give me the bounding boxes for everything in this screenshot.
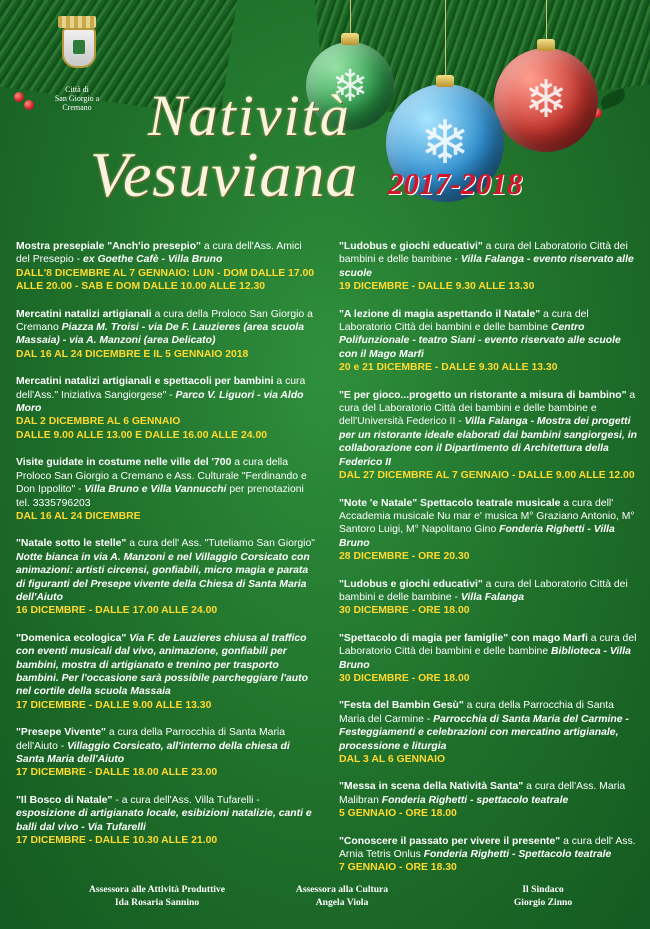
event-organizer: a cura dell'Ass. Amici del Presepio - — [16, 241, 302, 266]
event-title: "Natale sotto le stelle" — [16, 538, 127, 550]
event-description — [339, 780, 639, 807]
event-title: "Messa in scena della Natività Santa" — [339, 781, 524, 793]
event-description — [339, 497, 639, 551]
event-organizer: a cura dell' Ass. "Tuteliamo San Giorgio" — [126, 538, 315, 550]
signature-name: Ida Rosaria Sannino — [114, 896, 200, 908]
event-description — [339, 578, 639, 605]
event-date: 30 DICEMBRE - ORE 18.00 — [339, 605, 470, 617]
event-description — [339, 632, 639, 672]
event-title: "Presepe Vivente" — [16, 727, 106, 739]
event-date: 17 DICEMBRE - DALLE 18.00 ALLE 23.00 — [16, 767, 218, 779]
event-organizer: a cura della Proloco San Giorgio a Cremano e Ass. Culturale "Ferdinando e Don Ippolito" - — [16, 457, 307, 496]
event-item — [16, 375, 318, 442]
red-ornament — [494, 48, 598, 152]
signature-block — [478, 884, 608, 909]
left-column-events — [16, 240, 318, 861]
event-description — [339, 835, 639, 862]
event-organizer: - a cura dell'Ass. Villa Tufarelli - — [112, 794, 260, 806]
event-item — [16, 537, 318, 617]
event-item — [339, 240, 639, 294]
event-item — [339, 699, 639, 766]
event-date: 19 DICEMBRE - DALLE 9.30 ALLE 13.30 — [339, 281, 535, 293]
event-organizer: a cura del Laboratorio Città dei bambini e delle bambine — [339, 632, 637, 658]
event-description — [339, 308, 639, 362]
event-item — [339, 389, 639, 483]
event-year: 2017-2018 — [388, 166, 523, 201]
event-date: 28 DICEMBRE - ORE 20.30 — [339, 551, 470, 563]
snowflake-icon: ❄ — [524, 71, 568, 129]
event-description — [16, 240, 318, 267]
event-organizer: a cura del Laboratorio Città dei bambini e delle bambine - — [339, 241, 628, 266]
event-location: Fonderia Righetti - Spettacolo teatrale — [423, 849, 612, 861]
event-date: DAL 2 DICEMBRE AL 6 GENNAIO — [16, 416, 181, 428]
event-location: Parco V. Liguori - via Aldo Moro — [16, 389, 304, 415]
event-date: DAL 3 AL 6 GENNAIO — [339, 754, 446, 765]
event-item — [339, 835, 639, 875]
event-location: Via F. de Lauzieres chiusa al traffico con eventi musicali dal vivo, animazione, gonfiabili per bambini, mostra di artigianato e trenino per trasporto bambini. Per l'occasione sarà possibile parcheggiare l'auto nel cortile della scuola Massaia — [16, 632, 308, 698]
event-location: Villa Falanga - Mostra dei progetti per un ristorante ideale elaborati dai bambini sangiorgesi, in collaborazione con il Dipartimento di Architettura della Federico II — [339, 416, 637, 468]
event-date: 7 GENNAIO - ORE 18.30 — [339, 862, 457, 874]
event-title: Mostra presepiale "Anch'io presepio" — [16, 241, 201, 252]
event-title: "A lezione di magia aspettando il Natale" — [339, 308, 541, 320]
title-line-2: Vesuviana — [90, 139, 359, 210]
event-date: 17 DICEMBRE - DALLE 9.00 ALLE 13.30 — [16, 699, 212, 711]
event-location: Piazza M. Troisi - via De F. Lauzieres (area scuola Massaia) - via A. Manzoni (area Delicato) — [16, 322, 304, 347]
event-date: DALLE 9.00 ALLE 13.00 E DALLE 16.00 ALLE 24.00 — [16, 429, 268, 441]
city-caption-line: Città di — [65, 85, 89, 94]
event-location: Biblioteca - Villa Bruno — [339, 646, 631, 671]
event-description — [16, 794, 318, 834]
event-description — [16, 375, 318, 415]
event-date: 20 e 21 DICEMBRE - DALLE 9.30 ALLE 13.30 — [339, 362, 558, 374]
event-organizer: per prenotazioni tel. 3335796203 — [16, 484, 304, 509]
event-title: Visite guidate in costume nelle ville del '700 — [16, 457, 232, 469]
event-location: Notte bianca in via A. Manzoni e nel Villaggio Corsicato con animazioni: artisti circensi, gonfiabili, micro magia e parata di figuranti del Presepe vivente della Chiesa di Santa Maria dell'Aiuto — [16, 551, 310, 603]
event-item — [339, 497, 639, 564]
event-organizer: a cura dell'Ass. Maria Malibran — [339, 781, 626, 806]
event-description — [339, 389, 639, 469]
event-item — [339, 308, 639, 375]
event-description — [339, 240, 639, 280]
holly-leaf — [598, 88, 627, 110]
event-title: "E per gioco...progetto un ristorante a misura di bambino" — [339, 389, 627, 401]
snowflake-icon: ❄ — [331, 61, 369, 111]
city-caption — [40, 85, 114, 112]
event-date: 5 GENNAIO - ORE 18.00 — [339, 808, 457, 820]
holly-berry — [14, 92, 24, 102]
event-description — [16, 726, 318, 766]
event-organizer: a cura del Laboratorio Città dei bambini e delle bambine — [339, 308, 589, 334]
event-item — [339, 578, 639, 618]
signature-name: Giorgio Zinno — [513, 896, 573, 908]
event-description — [339, 699, 639, 753]
event-item — [16, 726, 318, 780]
event-title: "Ludobus e giochi educativi" — [339, 578, 483, 590]
event-location: Fonderia Righetti - spettacolo teatrale — [381, 794, 569, 806]
signature-role: Il Sindaco — [522, 884, 564, 895]
event-organizer: a cura della Parrocchia di Santa Maria del Carmine - — [339, 700, 614, 725]
event-title: "Domenica ecologica" — [16, 632, 127, 644]
event-title: "Il Bosco di Natale" — [16, 794, 113, 806]
event-description — [16, 632, 318, 699]
event-description — [16, 537, 318, 604]
event-item — [16, 308, 318, 362]
event-organizer: a cura della Proloco San Giorgio a Cremano — [16, 308, 313, 334]
event-date: 17 DICEMBRE - DALLE 10.30 ALLE 21.00 — [16, 835, 218, 847]
right-column-events — [339, 240, 639, 889]
event-location: ex Goethe Cafè - Villa Bruno — [83, 254, 223, 266]
event-description — [16, 456, 318, 510]
event-location: Parrocchia di Santa Maria del Carmine - Festeggiamenti e celebrazioni con mercatino artigianale, processione e liturgia — [339, 713, 629, 752]
event-item — [16, 456, 318, 523]
event-location: Villa Falanga — [460, 591, 525, 603]
event-location: Villa Bruno e Villa Vannucchi — [84, 484, 227, 496]
event-title: "Ludobus e giochi educativi" — [339, 241, 483, 252]
event-date: DAL 27 DICEMBRE AL 7 GENNAIO - DALLE 9.00 ALLE 12.00 — [339, 470, 635, 482]
event-title: "Conoscere il passato per vivere il presente" — [339, 835, 561, 847]
event-title: "Spettacolo di magia per famiglie" con mago Marfi — [339, 632, 588, 644]
signature-block — [272, 884, 412, 909]
event-date: DAL 16 AL 24 DICEMBRE — [16, 510, 141, 522]
event-title: "Note 'e Natale" Spettacolo teatrale musicale — [339, 497, 561, 509]
event-title: Mercatini natalizi artigianali e spettacoli per bambini — [16, 376, 274, 388]
event-organizer: a cura dell' Accademia musicale Nu mar e' musica M° Graziano Antonio, M° Santoro Luigi, M° Napolitano Gino — [339, 497, 635, 536]
event-date: DALL'8 DICEMBRE AL 7 GENNAIO: LUN - DOM DALLE 17.00 ALLE 20.00 - SAB E DOM DALLE 10.00 ALLE 12.30 — [16, 267, 315, 293]
snowflake-icon: ❄ — [419, 109, 471, 176]
event-location: Villa Falanga - evento riservato alle scuole — [339, 254, 634, 279]
event-organizer: a cura dell' Ass. Arnia Tetris Onlus — [339, 835, 636, 861]
event-organizer: a cura del Laboratorio Città dei bambini e delle bambine e dell'Università Federico II - — [339, 389, 636, 428]
event-item — [339, 632, 639, 686]
event-item — [16, 632, 318, 712]
holly-berry — [24, 100, 34, 110]
event-title: Mercatini natalizi artigianali — [16, 308, 152, 320]
city-caption-line: San Giorgio a Cremano — [54, 94, 100, 112]
event-date: 16 DICEMBRE - DALLE 17.00 ALLE 24.00 — [16, 605, 218, 617]
crest-crown — [58, 16, 96, 28]
event-date: 30 DICEMBRE - ORE 18.00 — [339, 672, 470, 684]
event-item — [339, 780, 639, 820]
signature-name: Angela Viola — [315, 896, 369, 908]
signature-block — [72, 884, 242, 909]
event-item — [16, 794, 318, 848]
event-item — [16, 240, 318, 294]
event-organizer: a cura del Laboratorio Città dei bambini e delle bambine - — [339, 578, 628, 603]
title-line-1: Natività — [148, 83, 351, 148]
event-description — [16, 308, 318, 348]
ornament-string — [445, 0, 446, 82]
event-location: Centro Polifunzionale - teatro Siani - evento riservato alle scuole con il Mago Marfi — [339, 322, 621, 360]
event-date: DAL 16 AL 24 DICEMBRE E IL 5 GENNAIO 2018 — [16, 348, 249, 360]
event-location: Villaggio Corsicato, all'interno della chiesa di Santa Maria dell'Aiuto — [16, 740, 290, 765]
header — [0, 0, 650, 235]
signature-role: Assessora alle Attività Produttive — [89, 884, 225, 895]
event-location: Fonderia Righetti - Villa Bruno — [339, 524, 615, 549]
city-crest-icon — [62, 28, 96, 68]
event-organizer: a cura della Parrocchia di Santa Maria dell'Aiuto - — [16, 727, 285, 752]
event-location: esposizione di artigianato locale, esibizioni natalizie, canti e balli dal vivo - Via Tufarelli — [16, 808, 312, 833]
event-title: "Festa del Bambin Gesù" — [339, 700, 464, 712]
signature-role: Assessora alla Cultura — [295, 884, 389, 895]
event-organizer: a cura dell'Ass." Iniziativa Sangiorgese" - — [16, 376, 306, 401]
